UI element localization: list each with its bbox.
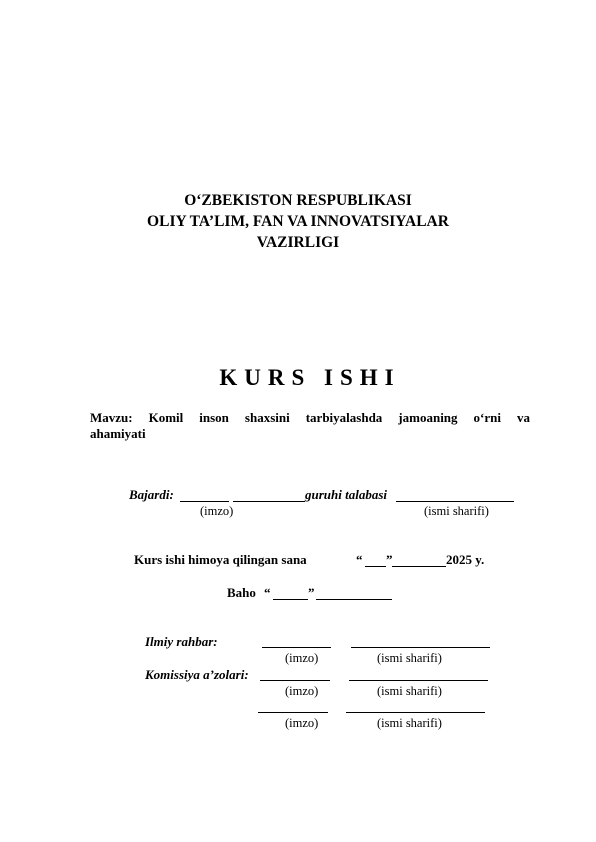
- ministry-line-3: VAZIRLIGI: [256, 234, 340, 251]
- ministry-line-1: O‘ZBEKISTON RESPUBLIKASI: [184, 192, 412, 209]
- commission-member2-name-line: [346, 712, 485, 713]
- defense-close-quote: ”: [386, 552, 393, 567]
- defense-open-quote: “: [356, 552, 363, 567]
- bajardi-name-line: [396, 501, 514, 502]
- commission-member2-ismi-caption: (ismi sharifi): [377, 716, 442, 730]
- grade-close-quote: ”: [308, 585, 315, 600]
- commission-member1-signature-line: [260, 680, 330, 681]
- bajardi-group-label: guruhi talabasi: [305, 487, 388, 502]
- commission-member1-imzo-caption: (imzo): [285, 684, 319, 698]
- document-title: KURS ISHI: [219, 365, 401, 390]
- bajardi-group-line: [233, 501, 305, 502]
- commission-member1-ismi-caption: (ismi sharifi): [377, 684, 442, 698]
- bajardi-ismi-caption: (ismi sharifi): [424, 504, 489, 518]
- defense-day-line: [365, 566, 386, 567]
- commission-member1-name-line: [349, 680, 488, 681]
- topic-line-2: ahamiyati: [90, 426, 146, 441]
- supervisor-ismi-caption: (ismi sharifi): [377, 651, 442, 665]
- commission-label: Komissiya a’zolari:: [145, 667, 249, 682]
- bajardi-signature-line: [180, 501, 229, 502]
- grade-line: [273, 599, 308, 600]
- bajardi-imzo-caption: (imzo): [200, 504, 234, 518]
- topic-line-1: Mavzu: Komil inson shaxsini tarbiyalashda jamoaning o‘rni va: [90, 410, 530, 425]
- supervisor-label: Ilmiy rahbar:: [145, 634, 218, 649]
- supervisor-imzo-caption: (imzo): [285, 651, 319, 665]
- supervisor-signature-line: [262, 647, 331, 648]
- commission-member2-signature-line: [258, 712, 328, 713]
- supervisor-name-line: [351, 647, 490, 648]
- grade-word-line: [316, 599, 392, 600]
- defense-year: 2025 y.: [446, 552, 485, 567]
- grade-label: Baho: [227, 585, 256, 600]
- ministry-line-2: OLIY TA’LIM, FAN VA INNOVATSIYALAR: [147, 213, 449, 230]
- grade-open-quote: “: [264, 585, 271, 600]
- bajardi-label: Bajardi:: [129, 487, 174, 502]
- defense-month-line: [392, 566, 446, 567]
- defense-date-label: Kurs ishi himoya qilingan sana: [134, 552, 307, 567]
- commission-member2-imzo-caption: (imzo): [285, 716, 319, 730]
